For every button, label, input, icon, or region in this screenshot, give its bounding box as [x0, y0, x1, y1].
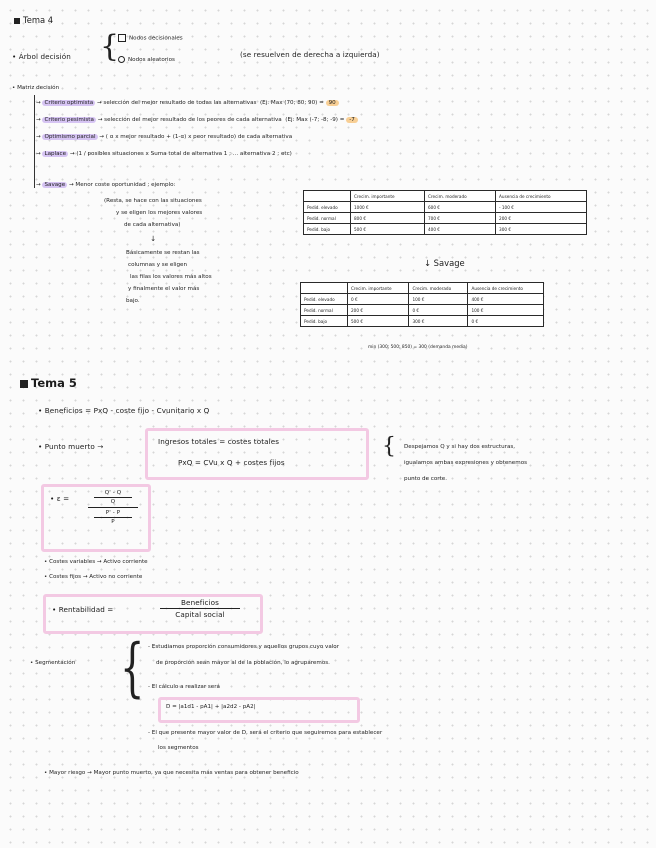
- table-cell: Crecim. moderado: [409, 283, 468, 294]
- tema5-heading: [20, 376, 77, 390]
- optimismo-parcial-row: → Optimismo parcial → ( α x mejor resultado + (1-α) x peor resultado) de cada alternativa: [36, 134, 293, 140]
- punto-muerto-eq1: Ingresos totales = costes totales: [158, 437, 280, 446]
- table-cell: 1000 €: [351, 202, 425, 213]
- punto-muerto-box: [145, 428, 369, 480]
- savage-key: Savage: [44, 182, 66, 188]
- circle-icon: [118, 56, 125, 63]
- savage-expl-1: Básicamente se restan las: [126, 250, 200, 256]
- fraction-bar: [94, 517, 132, 518]
- punto-muerto-note-1: Despejamos Q y si hay dos estructuras,: [404, 444, 516, 450]
- criterio-optimista-key: Criterio optimista: [44, 100, 94, 106]
- table-cell: Crecim. moderado: [424, 191, 495, 202]
- matriz-label: • Matriz decisión: [12, 85, 60, 91]
- table-row: [301, 294, 544, 305]
- fraction-bar: [160, 608, 240, 609]
- table-cell: Pedid. normal: [301, 305, 348, 316]
- arbol-label: • Árbol decisión: [12, 52, 71, 61]
- arbol-option-nodos-aleatorios: Nodos aleatorios: [118, 56, 175, 63]
- criterio-pesimista-row: → Criterio pesimista → selección del mejor resultado de los peores de cada alternativa (Ej: Max (-7; -8; -9) = -7: [36, 117, 358, 123]
- table-cell: Ausencia de crecimiento: [468, 283, 544, 294]
- criterio-optimista-row: → Criterio optimista → selección del mejor resultado de todas las alternativas (Ej: Max (70; 80; 90) = 90: [36, 100, 339, 106]
- table-cell: [301, 283, 348, 294]
- segmentacion-item3a: - El que presente mayor valor de D, será el criterio que seguiremos para establecer: [148, 730, 383, 736]
- table-header-row: [301, 283, 544, 294]
- savage-desc-1: (Resta, se hace con las situaciones: [104, 198, 202, 204]
- rentabilidad-fraction: [160, 598, 240, 619]
- table-cell: 0 €: [409, 305, 468, 316]
- table-cell: - 100 €: [496, 202, 587, 213]
- table-cell: 700 €: [424, 213, 495, 224]
- table-cell: 100 €: [409, 294, 468, 305]
- segmentacion-formula: D = |a1d1 - pA1| + |a2d2 - pA2|: [166, 704, 256, 710]
- tema5-title: Tema 5: [31, 376, 77, 390]
- table-cell: 200 €: [496, 213, 587, 224]
- savage-desc-3: de cada alternativa): [124, 222, 181, 228]
- table-row: [304, 213, 587, 224]
- arbol-note: (se resuelven de derecha a izquierda): [240, 50, 380, 59]
- table-cell: Pedid. bajo: [304, 224, 351, 235]
- table-cell: Crecim. importante: [351, 191, 425, 202]
- arbol-option-nodos-decisionales: Nodos decisionales: [118, 34, 183, 42]
- table-cell: 400 €: [468, 294, 544, 305]
- savage-table-result: [300, 282, 544, 327]
- riesgo-line: • Mayor riesgo → Mayor punto muerto, ya que necesita más ventas para obtener beneficio: [44, 770, 299, 776]
- costes-variables: • Costes variables → Activo corriente: [44, 559, 148, 565]
- elasticidad-den-top: P' - P: [105, 510, 121, 516]
- table-row: [304, 202, 587, 213]
- elasticidad-fraction: [88, 490, 138, 525]
- table-cell: [304, 191, 351, 202]
- savage-arrow-label: ↓ Savage: [424, 258, 465, 268]
- savage-expl-2: columnas y se eligen: [128, 262, 188, 268]
- table-cell: Pedid. normal: [304, 213, 351, 224]
- segmentacion-item1a: - Estudiamos proporción consumidores y aquellos grupos cuyo valor: [148, 644, 340, 650]
- table-header-row: [304, 191, 587, 202]
- brace-icon: {: [382, 434, 396, 459]
- savage-expl-3: las filas los valores más altos: [130, 274, 212, 280]
- punto-muerto-label: • Punto muerto →: [38, 442, 104, 451]
- segmentacion-item2: - El cálculo a realizar será: [148, 684, 220, 690]
- tema4-title: Tema 4: [23, 15, 54, 25]
- table-cell: 100 €: [468, 305, 544, 316]
- laplace-key: Laplace: [44, 151, 67, 157]
- table-cell: Pedid. bajo: [301, 316, 348, 327]
- rentabilidad-num: Beneficios: [181, 598, 219, 607]
- savage-expl-4: y finalmente el valor más: [128, 286, 200, 292]
- table-cell: Crecim. importante: [348, 283, 409, 294]
- bullet-square-icon: [14, 18, 20, 24]
- table-cell: 300 €: [409, 316, 468, 327]
- table-cell: 200 €: [348, 305, 409, 316]
- table-cell: 500 €: [348, 316, 409, 327]
- tema4-heading: [14, 15, 53, 25]
- criterio-pesimista-key: Criterio pesimista: [44, 117, 94, 123]
- punto-muerto-note-2: igualamos ambas expresiones y obtenemos: [404, 460, 528, 466]
- brace-icon: {: [100, 29, 120, 64]
- square-checkbox-icon: [118, 34, 126, 42]
- table-cell: Ausencia de crecimiento: [496, 191, 587, 202]
- tree-line: [34, 95, 35, 188]
- costes-fijos: • Costes fijos → Activo no corriente: [44, 574, 143, 580]
- table-cell: 500 €: [351, 224, 425, 235]
- table-cell: 400 €: [424, 224, 495, 235]
- pesimista-result: -7: [346, 117, 358, 123]
- table-cell: 600 €: [424, 202, 495, 213]
- table-cell: 0 €: [468, 316, 544, 327]
- brace-icon: {: [120, 631, 145, 705]
- savage-row: → Savage → Menor coste oportunidad ; ejemplo:: [36, 182, 176, 188]
- segmentacion-item3b: los segmentos: [158, 745, 199, 751]
- table-cell: Pedid. elevado: [301, 294, 348, 305]
- table-cell: 800 €: [351, 213, 425, 224]
- table-row: [301, 316, 544, 327]
- bullet-square-icon: [20, 380, 28, 388]
- savage-desc-2: y se eligen los mejores valores: [116, 210, 203, 216]
- segmentacion-label: • Segmentación: [30, 660, 76, 666]
- optimismo-parcial-key: Optimismo parcial: [44, 134, 96, 140]
- elasticidad-num-bottom: Q: [110, 499, 116, 505]
- table-cell: 300 €: [496, 224, 587, 235]
- table-cell: Pedid. elevado: [304, 202, 351, 213]
- down-arrow-icon: ↓: [150, 234, 157, 243]
- fraction-bar-main: [88, 507, 138, 508]
- laplace-row: → Laplace → (1 / posibles situaciones x Suma total de alternativa 1 ; ... alternativa 2 ; etc): [36, 151, 292, 157]
- savage-table-original: [303, 190, 587, 235]
- rentabilidad-label: • Rentabilidad =: [52, 605, 114, 614]
- punto-muerto-eq2: PxQ = CVu x Q + costes fijos: [178, 458, 285, 467]
- savage-expl-5: bajo.: [126, 298, 140, 304]
- optimista-result: 90: [326, 100, 339, 106]
- rentabilidad-den: Capital social: [175, 610, 225, 619]
- table-row: [301, 305, 544, 316]
- segmentacion-item1b: de proporción sean mayor al de la población, lo agruparemos.: [156, 660, 330, 666]
- beneficios-formula: • Beneficios = PxQ - coste fijo - Cvunitario x Q: [38, 406, 210, 415]
- elasticidad-num-top: Q' - Q: [104, 490, 122, 496]
- savage-footer: min (300; 500; 850) = 300 (demanda media): [368, 345, 468, 350]
- fraction-bar: [94, 497, 132, 498]
- elasticidad-symbol: • ε =: [50, 494, 70, 503]
- table-cell: 0 €: [348, 294, 409, 305]
- punto-muerto-note-3: punto de corte.: [404, 476, 448, 482]
- elasticidad-den-bottom: P: [111, 519, 115, 525]
- segmentacion-formula-box: [158, 697, 360, 723]
- table-row: [304, 224, 587, 235]
